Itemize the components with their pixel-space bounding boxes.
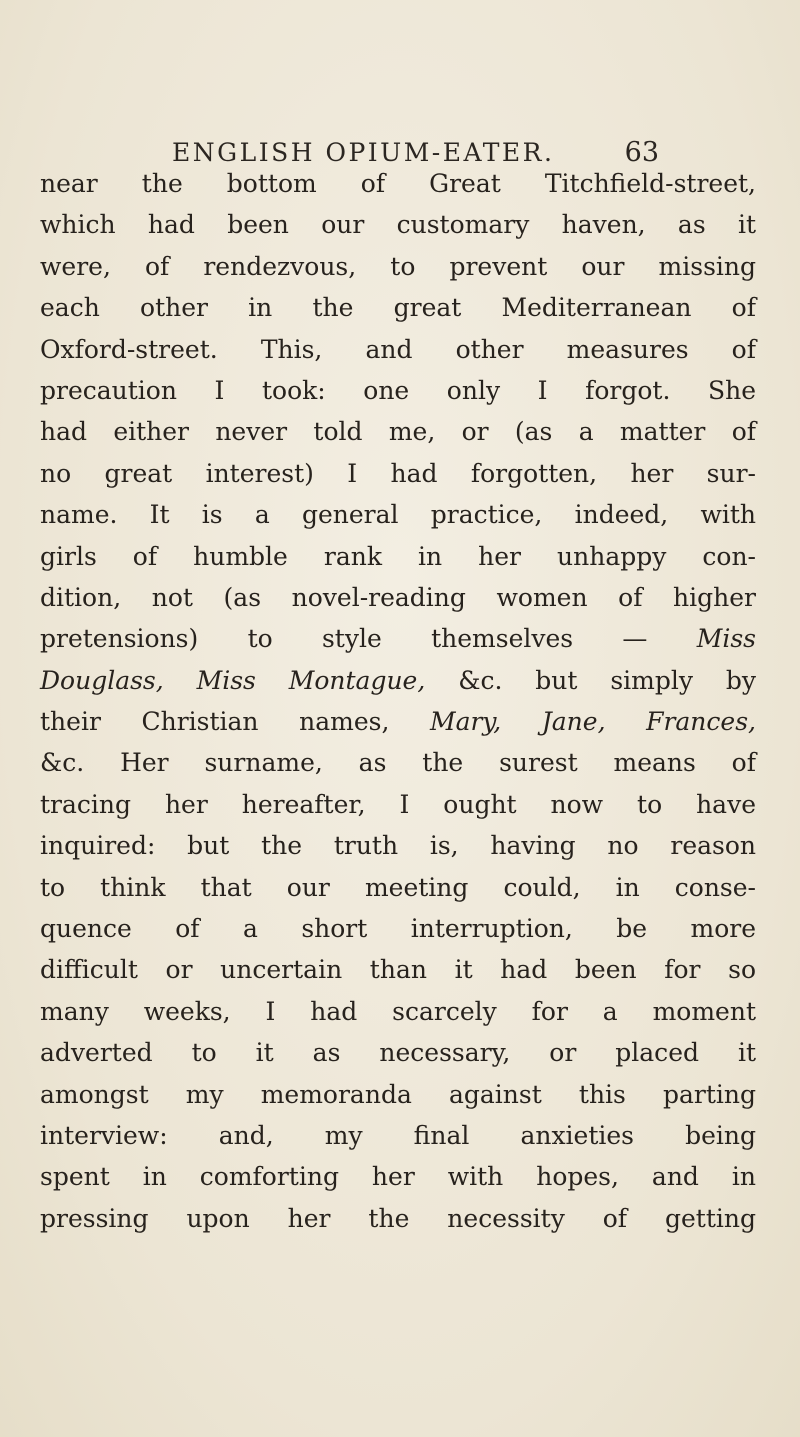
text-line: precaution I took: one only I forgot. She [40, 375, 756, 405]
body-text [40, 163, 756, 1239]
text-line: were, of rendezvous, to prevent our missing [40, 251, 756, 281]
text-line: near the bottom of Great Titchfield-street, [40, 169, 756, 198]
text-line: to think that our meeting could, in conse- [40, 872, 756, 902]
text-line: tracing her hereafter, I ought now to have [40, 789, 756, 819]
text-line: interview: and, my final anxieties being [40, 1120, 756, 1150]
text-line: girls of humble rank in her unhappy con- [40, 541, 756, 571]
text-line: each other in the great Mediterranean of [40, 293, 756, 323]
italic-segment: Miss Montague, [196, 665, 426, 695]
italic-segment: Miss [696, 624, 756, 654]
text-line: &c. Her surname, as the surest means of [40, 748, 756, 778]
text-line: which had been our customary haven, as it [40, 210, 756, 240]
text-line [40, 701, 756, 742]
text-line: name. It is a general practice, indeed, with [40, 500, 756, 530]
running-title: ENGLISH OPIUM-EATER. [172, 137, 555, 167]
text-line: many weeks, I had scarcely for a moment [40, 996, 756, 1026]
text-line: inquired: but the truth is, having no reason [40, 831, 756, 861]
text-segment: pretensions) to style themselves — [40, 624, 697, 654]
text-line: amongst my memoranda against this parting [40, 1079, 756, 1109]
text-line [40, 618, 756, 659]
italic-segment: Mary, Jane, Frances, [429, 707, 756, 737]
text-line: Oxford-street. This, and other measures of [40, 334, 756, 364]
text-line: spent in comforting her with hopes, and in [40, 1162, 756, 1192]
text-line: no great interest) I had forgotten, her sur- [40, 458, 756, 488]
text-line: pressing upon her the necessity of getting [40, 1203, 756, 1233]
page-number: 63 [624, 136, 659, 168]
italic-segment: Douglass, [40, 665, 197, 695]
text-line: difficult or uncertain than it had been for so [40, 955, 756, 985]
text-line: quence of a short interruption, be more [40, 914, 756, 944]
text-segment: their Christian names, [40, 707, 430, 737]
text-line: had either never told me, or (as a matter of [40, 417, 756, 447]
text-line [40, 660, 756, 701]
text-segment: &c. but simply by [425, 665, 757, 695]
text-line: adverted to it as necessary, or placed it [40, 1038, 756, 1068]
text-line: dition, not (as novel-reading women of higher [40, 582, 756, 612]
